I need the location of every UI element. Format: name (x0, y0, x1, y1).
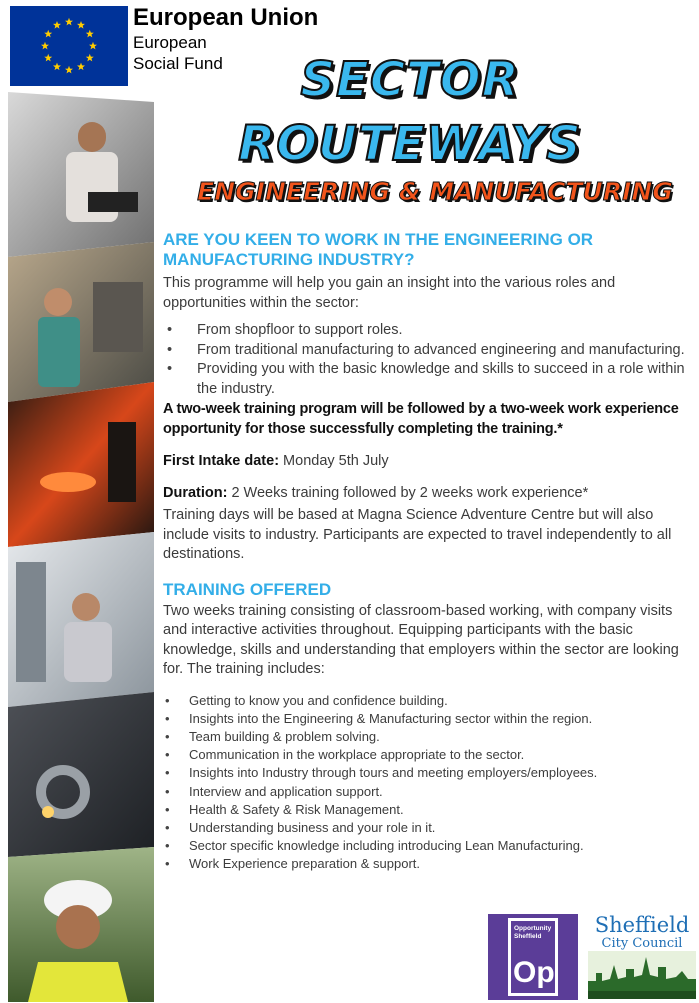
intro-bullet-list (163, 321, 693, 399)
intro-text: This programme will help you gain an insight into the various roles and opportunities within the sector: (163, 275, 616, 311)
duration (163, 484, 693, 504)
eu-subtitle-line1: European (133, 33, 207, 52)
photo-machinist (8, 242, 154, 402)
city-skyline-icon (588, 951, 696, 999)
list-item: • Providing you with the basic knowledge and skills to succeed in a role within the industry. (163, 360, 693, 399)
photo-engineer-hardhat (8, 847, 154, 1002)
intro-heading: ARE YOU KEEN TO WORK IN THE ENGINEERING OR MANUFACTURING INDUSTRY? (163, 230, 594, 269)
training-highlight: A two-week training program will be followed by a two-week work experience opportunity for those successfully completing the training.* (163, 401, 679, 437)
list-item: • From shopfloor to support roles. (163, 321, 693, 341)
intake-label: First Intake date: (163, 453, 280, 469)
intake-value: Monday 5th July (279, 453, 389, 469)
opportunity-sheffield-logo (488, 914, 578, 1000)
eu-title: European Union (133, 4, 319, 31)
eu-stars-icon (10, 6, 128, 86)
list-item: • Getting to know you and confidence building. (163, 692, 693, 710)
photo-lab-technician (8, 532, 154, 707)
council-name-line2: City Council (601, 936, 683, 951)
list-item: • Communication in the workplace appropriate to the sector. (163, 746, 693, 764)
sheffield-city-council-logo (588, 914, 696, 1000)
photo-forge (8, 382, 154, 547)
hero-title-line2: ROUTEWAYS (238, 116, 582, 172)
duration-value: 2 Weeks training followed by 2 weeks work experience* (227, 484, 589, 501)
op-logo-line2: Sheffield (514, 933, 542, 940)
photo-strip (8, 92, 154, 1002)
list-item: • Health & Safety & Risk Management. (163, 801, 693, 819)
main-content (163, 230, 693, 874)
list-item: • Interview and application support. (163, 783, 693, 801)
photo-laptop-worker (8, 92, 154, 257)
list-item: • Work Experience preparation & support. (163, 855, 693, 873)
list-item: • Insights into Industry through tours and meeting employers/employees. (163, 764, 693, 782)
op-logo-line1: Opportunity (514, 925, 552, 932)
duration-label: Duration: (163, 484, 228, 501)
photo-welder (8, 692, 154, 857)
training-text: Two weeks training consisting of classroom-based working, with company visits and interactive activities throughout. Equipping participants with the basic knowledge, skills and understanding that employers within the sector are looking for. The training includes: (163, 602, 679, 677)
training-item-list (163, 692, 693, 874)
hero-title-line1: SECTOR (300, 52, 520, 108)
list-item: • Insights into the Engineering & Manufacturing sector within the region. (163, 710, 693, 728)
location-text: Training days will be based at Magna Science Adventure Centre but will also include visits to industry. Participants are expected to travel independently to all destinations. (163, 507, 672, 562)
op-logo-mark: Op (513, 956, 555, 989)
council-name-line1: Sheffield (594, 913, 690, 937)
hero-subtitle: ENGINEERING & MANUFACTURING (197, 177, 673, 206)
list-item: • Team building & problem solving. (163, 728, 693, 746)
intake-date (163, 452, 693, 472)
list-item: • Understanding business and your role in it. (163, 819, 693, 837)
eu-flag-logo (10, 6, 128, 86)
list-item: • Sector specific knowledge including introducing Lean Manufacturing. (163, 837, 693, 855)
list-item: • From traditional manufacturing to advanced engineering and manufacturing. (163, 341, 693, 361)
training-heading: TRAINING OFFERED (163, 579, 332, 599)
eu-subtitle-line2: Social Fund (133, 54, 223, 73)
